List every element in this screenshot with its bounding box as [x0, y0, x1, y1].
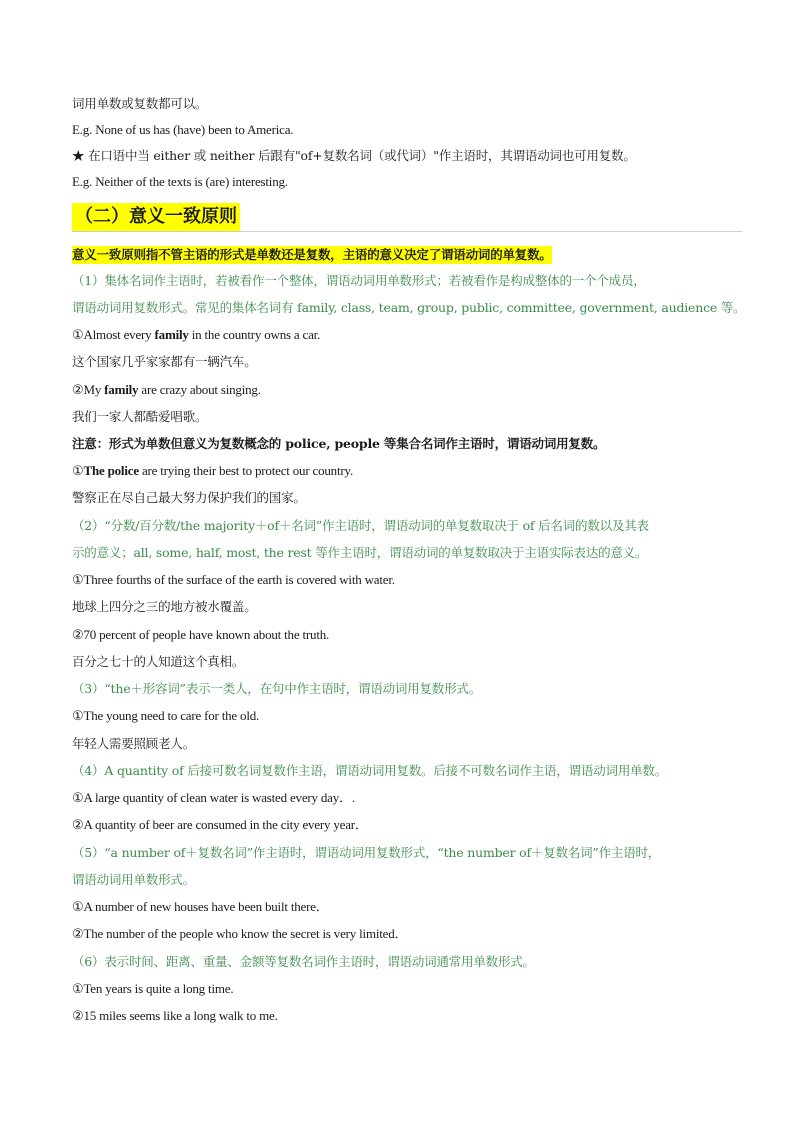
example-translation: 百分之七十的人知道这个真相。 — [72, 654, 245, 669]
example-sentence: ②15 miles seems like a long walk to me. — [72, 1008, 278, 1023]
example-keyword: family — [104, 382, 139, 397]
example-sentence — [72, 326, 734, 344]
rule-1-text: 谓语动词用复数形式。常见的集体名词有 family, class, team, group, public, committee, government, audience 等。 — [72, 300, 746, 315]
rule-5-text: 谓语动词用单数形式。 — [72, 872, 196, 887]
example-text: are crazy about singing. — [138, 382, 261, 397]
example-sentence: ①A large quantity of clean water is wasted every day．. — [72, 790, 355, 805]
text-line: ★ 在口语中当 either 或 neither 后跟有"of+复数名词（或代词）"作主语时，其谓语动词也可用复数。 — [72, 148, 636, 163]
example-translation: 这个国家几乎家家都有一辆汽车。 — [72, 354, 257, 369]
rule-1-text: （1）集体名词作主语时，若被看作一个整体，谓语动词用单数形式；若被看作是构成整体的一个个成员， — [72, 273, 646, 288]
example-keyword: family — [154, 327, 189, 342]
example-sentence: ②A quantity of beer are consumed in the city every year． — [72, 817, 368, 832]
example-translation: 警察正在尽自己最大努力保护我们的国家。 — [72, 490, 306, 505]
example-sentence — [72, 381, 734, 399]
example-text: ①Almost every — [72, 327, 155, 342]
section-heading: （二）意义一致原则 — [72, 203, 240, 231]
example-text: are trying their best to protect our country. — [138, 463, 354, 478]
example-keyword: The police — [83, 463, 139, 478]
example-sentence: ②70 percent of people have known about the truth. — [72, 627, 330, 642]
example-sentence — [72, 462, 734, 480]
example-sentence: ①Three fourths of the surface of the earth is covered with water. — [72, 572, 395, 587]
section-intro: 意义一致原则指不管主语的形式是单数还是复数，主语的意义决定了谓语动词的单复数。 — [72, 247, 552, 262]
example-text: in the country owns a car. — [188, 327, 321, 342]
example-line: E.g. None of us has (have) been to America. — [72, 122, 294, 137]
note-text: 注意：形式为单数但意义为复数概念的 police, people 等集合名词作主语时，谓语动词用复数。 — [72, 436, 606, 451]
rule-5-text: （5）“a number of＋复数名词”作主语时，谓语动词用复数形式，“the number of＋复数名词”作主语时， — [72, 845, 661, 860]
rule-4-text: （4）A quantity of 后接可数名词复数作主语，谓语动词用复数。后接不可数名词作主语，谓语动词用单数。 — [72, 763, 668, 778]
example-sentence: ①Ten years is quite a long time. — [72, 981, 234, 996]
example-translation: 地球上四分之三的地方被水覆盖。 — [72, 599, 257, 614]
rule-6-text: （6）表示时间、距离、重量、金额等复数名词作主语时，谓语动词通常用单数形式。 — [72, 954, 535, 969]
example-text: ②My — [72, 382, 105, 397]
rule-2-text: 示的意义；all, some, half, most, the rest 等作主语时，谓语动词的单复数取决于主语实际表达的意义。 — [72, 545, 648, 560]
example-text: ① — [72, 463, 84, 478]
rule-2-text: （2）“分数/百分数/the majority＋of＋名词”作主语时，谓语动词的单复数取决于 of 后名词的数以及其表 — [72, 518, 649, 533]
example-translation: 我们一家人都酷爱唱歌。 — [72, 409, 208, 424]
example-line: E.g. Neither of the texts is (are) interesting. — [72, 174, 288, 189]
example-sentence: ①The young need to care for the old. — [72, 708, 260, 723]
rule-3-text: （3）“the＋形容词”表示一类人，在句中作主语时，谓语动词用复数形式。 — [72, 681, 482, 696]
text-line: 词用单数或复数都可以。 — [72, 96, 208, 111]
example-sentence: ①A number of new houses have been built there． — [72, 899, 329, 914]
example-translation: 年轻人需要照顾老人。 — [72, 736, 196, 751]
example-sentence: ②The number of the people who know the secret is very limited． — [72, 926, 408, 941]
